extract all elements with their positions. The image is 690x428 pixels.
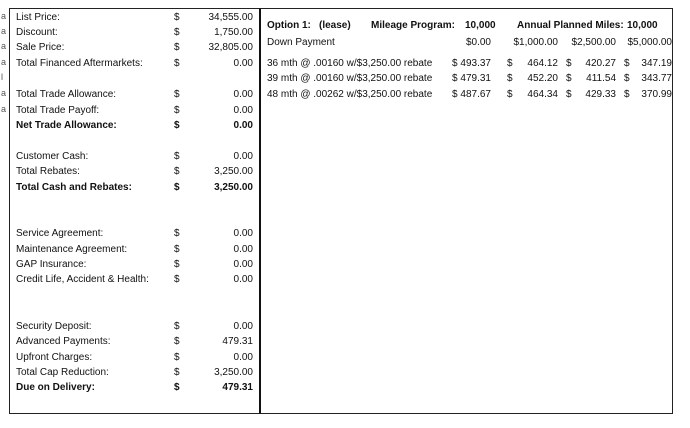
option-type: (lease) (319, 20, 351, 31)
summary-label: Total Financed Aftermarkets: (16, 58, 143, 69)
summary-label: Total Rebates: (16, 166, 80, 177)
summary-value: 34,555.00 (208, 12, 253, 23)
summary-label: Maintenance Agreement: (16, 244, 128, 255)
summary-label: Total Trade Payoff: (16, 105, 100, 116)
summary-row (16, 150, 256, 164)
dollar-sign: $ (174, 259, 180, 270)
summary-label: Total Trade Allowance: (16, 89, 117, 100)
dollar-sign: $ (174, 89, 180, 100)
summary-value: 0.00 (233, 228, 253, 239)
summary-row (16, 273, 256, 287)
summary-row (16, 57, 256, 71)
margin-mark: a (1, 88, 7, 98)
dollar-sign: $ (174, 58, 180, 69)
summary-row (16, 119, 256, 133)
summary-label: GAP Insurance: (16, 259, 87, 270)
summary-value: 479.31 (222, 382, 253, 393)
summary-label: Security Deposit: (16, 321, 92, 332)
summary-label: Due on Delivery: (16, 382, 95, 393)
summary-label: Total Cash and Rebates: (16, 182, 132, 193)
dollar-sign: $ (174, 274, 180, 285)
dollar-sign: $ (174, 166, 180, 177)
dollar-sign: $ (624, 73, 630, 84)
dollar-sign: $ (174, 27, 180, 38)
annual-miles-label: Annual Planned Miles: (517, 20, 624, 31)
summary-row (16, 335, 256, 349)
margin-mark: a (1, 11, 7, 21)
summary-value: 479.31 (222, 336, 253, 347)
summary-row (16, 320, 256, 334)
summary-value: 3,250.00 (214, 182, 253, 193)
dollar-sign: $ (174, 120, 180, 131)
margin-mark: l (1, 72, 3, 82)
summary-row (16, 181, 256, 195)
dollar-sign: $ (174, 151, 180, 162)
dollar-sign: $ (174, 228, 180, 239)
summary-value: 0.00 (233, 244, 253, 255)
dollar-sign: $ (624, 58, 630, 69)
dollar-sign: $ (174, 244, 180, 255)
dollar-sign: $ (174, 352, 180, 363)
summary-value: 0.00 (233, 58, 253, 69)
dollar-sign: $ (624, 89, 630, 100)
summary-row (16, 258, 256, 272)
dollar-sign: $ (174, 12, 180, 23)
margin-mark: a (1, 26, 7, 36)
summary-row (16, 351, 256, 365)
dollar-sign: $ (507, 73, 513, 84)
dollar-sign: $ (452, 58, 458, 69)
summary-row (16, 243, 256, 257)
summary-row (16, 227, 256, 241)
summary-label: Credit Life, Accident & Health: (16, 274, 149, 285)
summary-label: Discount: (16, 27, 58, 38)
dollar-sign: $ (174, 42, 180, 53)
dollar-sign: $ (452, 73, 458, 84)
dollar-sign: $ (566, 58, 572, 69)
monthly-payment: 479.31 (460, 73, 491, 84)
summary-label: Upfront Charges: (16, 352, 93, 363)
summary-value: 3,250.00 (214, 367, 253, 378)
dollar-sign: $ (174, 382, 180, 393)
summary-value: 0.00 (233, 120, 253, 131)
summary-label: Net Trade Allowance: (16, 120, 117, 131)
monthly-payment: 464.12 (527, 58, 558, 69)
dollar-sign: $ (566, 73, 572, 84)
down-payment-amount: $1,000.00 (513, 37, 558, 48)
lease-term-label: 36 mth @ .00160 w/$3,250.00 rebate (267, 58, 433, 69)
summary-row (16, 11, 256, 25)
summary-label: Sale Price: (16, 42, 65, 53)
summary-value: 1,750.00 (214, 27, 253, 38)
dollar-sign: $ (174, 105, 180, 116)
summary-value: 0.00 (233, 274, 253, 285)
down-payment-amount: $5,000.00 (627, 37, 672, 48)
dollar-sign: $ (174, 367, 180, 378)
summary-label: List Price: (16, 12, 60, 23)
down-payment-amount: $2,500.00 (571, 37, 616, 48)
margin-mark: a (1, 41, 7, 51)
summary-value: 3,250.00 (214, 166, 253, 177)
summary-row (16, 26, 256, 40)
dollar-sign: $ (174, 182, 180, 193)
margin-mark: a (1, 104, 7, 114)
dollar-sign: $ (566, 89, 572, 100)
lease-term-label: 39 mth @ .00160 w/$3,250.00 rebate (267, 73, 433, 84)
dollar-sign: $ (507, 89, 513, 100)
summary-value: 0.00 (233, 89, 253, 100)
monthly-payment: 452.20 (527, 73, 558, 84)
margin-mark: a (1, 57, 7, 67)
down-payment-amount: $0.00 (465, 37, 491, 48)
mileage-program-label: Mileage Program: (371, 20, 455, 31)
summary-label: Service Agreement: (16, 228, 104, 239)
monthly-payment: 429.33 (585, 89, 616, 100)
summary-row (16, 88, 256, 102)
dollar-sign: $ (507, 58, 513, 69)
summary-row (16, 41, 256, 55)
down-payment-label: Down Payment (267, 37, 335, 48)
monthly-payment: 487.67 (460, 89, 491, 100)
monthly-payment: 347.19 (641, 58, 672, 69)
monthly-payment: 370.99 (641, 89, 672, 100)
summary-value: 0.00 (233, 321, 253, 332)
monthly-payment: 411.54 (586, 73, 616, 84)
monthly-payment: 493.37 (460, 58, 491, 69)
summary-label: Total Cap Reduction: (16, 367, 109, 378)
monthly-payment: 420.27 (585, 58, 616, 69)
summary-row (16, 165, 256, 179)
summary-label: Customer Cash: (16, 151, 89, 162)
summary-value: 0.00 (233, 352, 253, 363)
monthly-payment: 464.34 (527, 89, 558, 100)
lease-term-label: 48 mth @ .00262 w/$3,250.00 rebate (267, 89, 433, 100)
summary-row (16, 104, 256, 118)
summary-row (16, 381, 256, 395)
annual-miles-value: 10,000 (627, 20, 658, 31)
dollar-sign: $ (174, 321, 180, 332)
monthly-payment: 343.77 (641, 73, 672, 84)
summary-label: Advanced Payments: (16, 336, 111, 347)
summary-value: 0.00 (233, 151, 253, 162)
mileage-program-value: 10,000 (465, 20, 496, 31)
summary-value: 32,805.00 (208, 42, 253, 53)
summary-value: 0.00 (233, 105, 253, 116)
summary-value: 0.00 (233, 259, 253, 270)
summary-row (16, 366, 256, 380)
dollar-sign: $ (174, 336, 180, 347)
dollar-sign: $ (452, 89, 458, 100)
option-label: Option 1: (267, 20, 311, 31)
